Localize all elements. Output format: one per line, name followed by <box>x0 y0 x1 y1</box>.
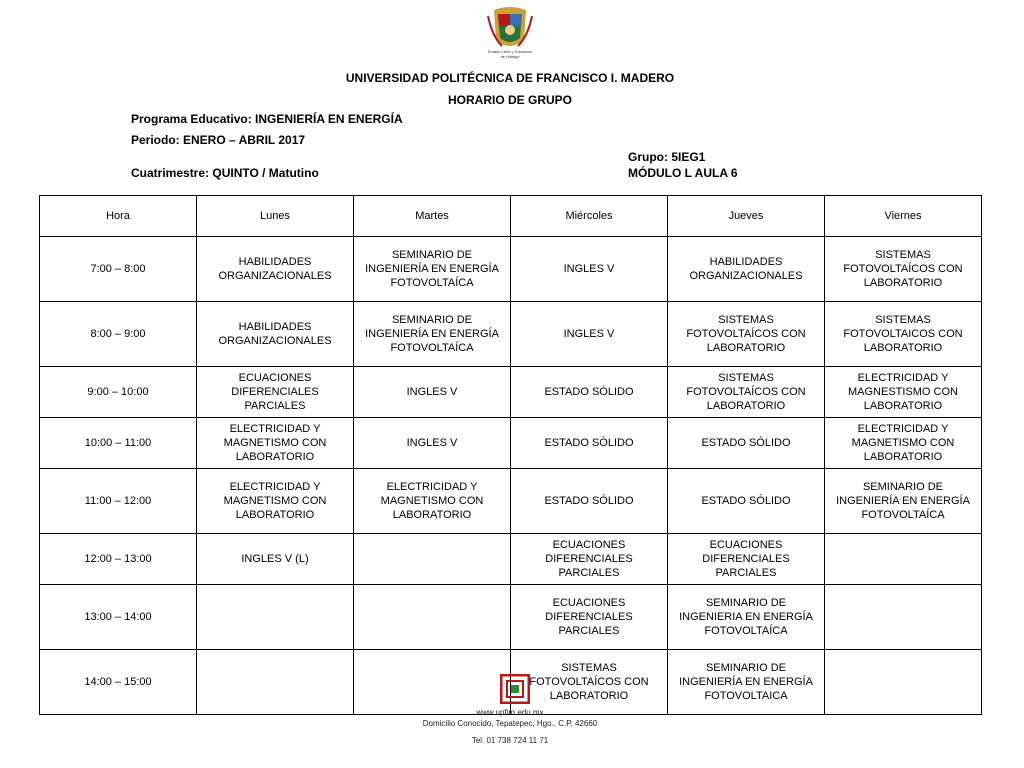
class-cell: ESTADO SÓLIDO <box>511 418 668 469</box>
class-cell: SEMINARIO DE INGENIERÍA EN ENERGÍA FOTOVOLTAICA <box>668 650 825 715</box>
class-cell <box>354 534 511 585</box>
schedule-table <box>39 195 982 715</box>
column-header: Miércoles <box>511 196 668 237</box>
hour-cell: 11:00 – 12:00 <box>40 469 197 534</box>
class-cell: ESTADO SÓLIDO <box>668 418 825 469</box>
footer-website: www.upfim.edu.mx <box>476 708 544 717</box>
university-logo-icon <box>500 674 530 704</box>
class-cell: SISTEMAS FOTOVOLTAICOS CON LABORATORIO <box>825 302 982 367</box>
class-cell: SEMINARIO DE INGENIERÍA EN ENERGÍA FOTOVOLTAÍCA <box>354 302 511 367</box>
footer-address: Domicilio Conocido, Tepatepec, Hgo., C.P. 42660 <box>422 719 598 728</box>
table-row <box>40 367 982 418</box>
footer-phone: Tel. 01 738 724 11 71 <box>471 736 549 745</box>
column-header: Hora <box>40 196 197 237</box>
class-cell: INGLES V <box>511 237 668 302</box>
hour-cell: 9:00 – 10:00 <box>40 367 197 418</box>
hour-cell: 10:00 – 11:00 <box>40 418 197 469</box>
university-title: UNIVERSIDAD POLITÉCNICA DE FRANCISCO I. MADERO <box>345 71 675 85</box>
class-cell: SISTEMAS FOTOVOLTAÍCOS CON LABORATORIO <box>825 237 982 302</box>
class-cell <box>197 585 354 650</box>
class-cell <box>197 650 354 715</box>
table-row <box>40 585 982 650</box>
hour-cell: 14:00 – 15:00 <box>40 650 197 715</box>
hour-cell: 12:00 – 13:00 <box>40 534 197 585</box>
class-cell: INGLES V <box>354 367 511 418</box>
column-header: Lunes <box>197 196 354 237</box>
program-label: Programa Educativo: INGENIERÍA EN ENERGÍA <box>131 112 403 126</box>
class-cell <box>825 650 982 715</box>
class-cell <box>825 534 982 585</box>
class-cell: SISTEMAS FOTOVOLTAÍCOS CON LABORATORIO <box>511 650 668 715</box>
class-cell <box>825 585 982 650</box>
class-cell: ECUACIONES DIFERENCIALES PARCIALES <box>511 585 668 650</box>
class-cell: ECUACIONES DIFERENCIALES PARCIALES <box>668 534 825 585</box>
class-cell: HABILIDADES ORGANIZACIONALES <box>197 237 354 302</box>
table-row <box>40 302 982 367</box>
class-cell: HABILIDADES ORGANIZACIONALES <box>197 302 354 367</box>
hour-cell: 13:00 – 14:00 <box>40 585 197 650</box>
module-label: MÓDULO L AULA 6 <box>628 166 738 180</box>
column-header: Jueves <box>668 196 825 237</box>
class-cell: INGLES V <box>354 418 511 469</box>
class-cell: SEMINARIO DE INGENIERÍA EN ENERGÍA FOTOVOLTAÍCA <box>354 237 511 302</box>
schedule-subtitle: HORARIO DE GRUPO <box>447 93 572 107</box>
hour-cell: 7:00 – 8:00 <box>40 237 197 302</box>
table-row <box>40 237 982 302</box>
class-cell: SISTEMAS FOTOVOLTAÍCOS CON LABORATORIO <box>668 302 825 367</box>
class-cell: ESTADO SÓLIDO <box>668 469 825 534</box>
class-cell: SEMINARIO DE INGENIERÍA EN ENERGÍA FOTOVOLTAÍCA <box>825 469 982 534</box>
class-cell: INGLES V (L) <box>197 534 354 585</box>
column-header: Martes <box>354 196 511 237</box>
class-cell <box>354 650 511 715</box>
class-cell: ELECTRICIDAD Y MAGNESTISMO CON LABORATORIO <box>825 367 982 418</box>
class-cell: ELECTRICIDAD Y MAGNETISMO CON LABORATORIO <box>197 418 354 469</box>
cuatrimestre-label: Cuatrimestre: QUINTO / Matutino <box>131 166 319 180</box>
class-cell: HABILIDADES ORGANIZACIONALES <box>668 237 825 302</box>
class-cell: ELECTRICIDAD Y MAGNETISMO CON LABORATORIO <box>197 469 354 534</box>
class-cell: ESTADO SÓLIDO <box>511 367 668 418</box>
class-cell: ECUACIONES DIFERENCIALES PARCIALES <box>511 534 668 585</box>
class-cell: SEMINARIO DE INGENIERIA EN ENERGÍA FOTOVOLTAÍCA <box>668 585 825 650</box>
table-row <box>40 418 982 469</box>
group-label: Grupo: 5IEG1 <box>628 150 706 164</box>
class-cell: ELECTRICIDAD Y MAGNETISMO CON LABORATORIO <box>354 469 511 534</box>
period-label: Periodo: ENERO – ABRIL 2017 <box>131 133 306 147</box>
hour-cell: 8:00 – 9:00 <box>40 302 197 367</box>
class-cell: INGLES V <box>511 302 668 367</box>
class-cell: SISTEMAS FOTOVOLTAÍCOS CON LABORATORIO <box>668 367 825 418</box>
crest-caption: Estado Libre y Soberano de Hidalgo <box>487 49 533 59</box>
class-cell <box>354 585 511 650</box>
table-row <box>40 534 982 585</box>
column-header: Viernes <box>825 196 982 237</box>
class-cell: ESTADO SÓLIDO <box>511 469 668 534</box>
table-header-row <box>40 196 982 237</box>
table-row <box>40 469 982 534</box>
class-cell: ECUACIONES DIFERENCIALES PARCIALES <box>197 367 354 418</box>
class-cell: ELECTRICIDAD Y MAGNETISMO CON LABORATORIO <box>825 418 982 469</box>
